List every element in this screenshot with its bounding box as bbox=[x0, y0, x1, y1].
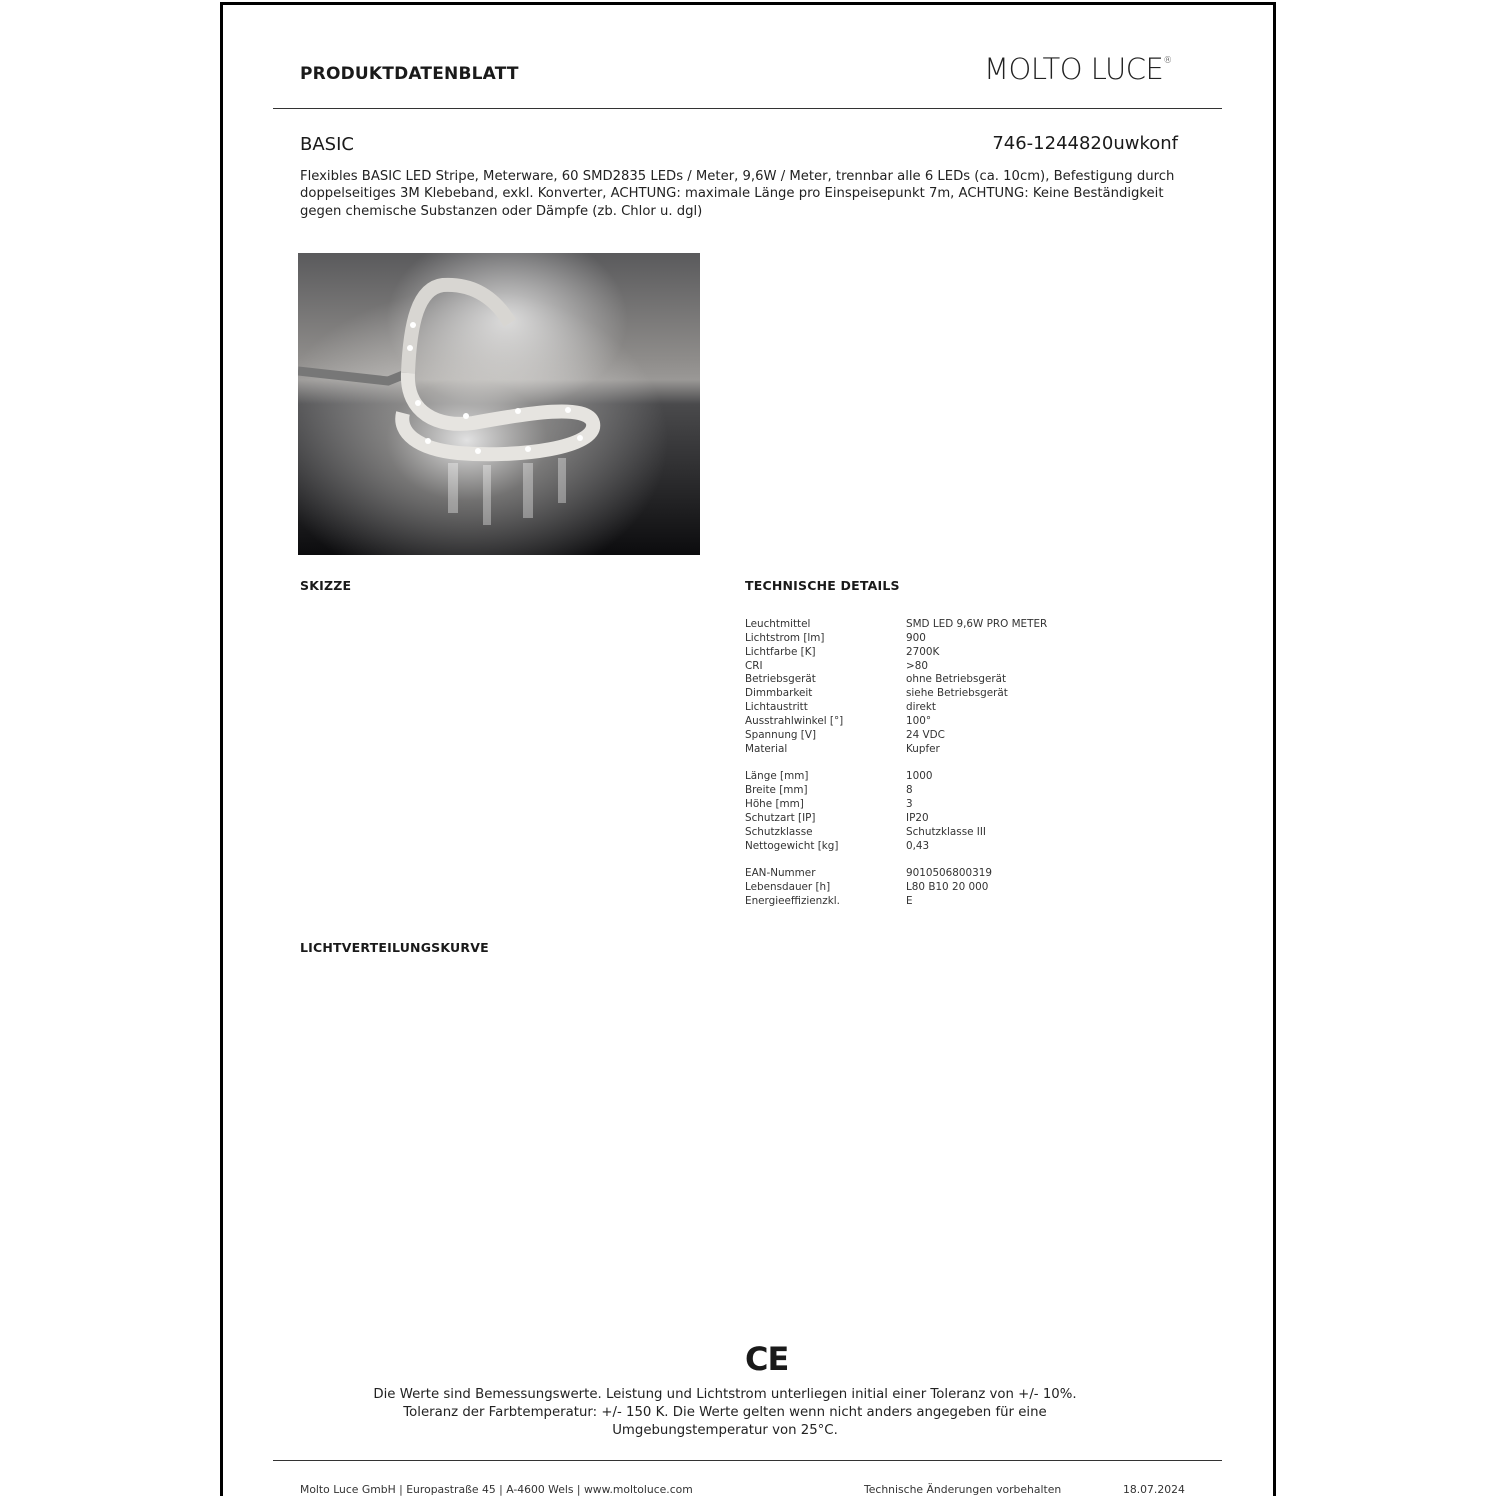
spec-value: IP20 bbox=[906, 811, 929, 824]
product-description: Flexibles BASIC LED Stripe, Meterware, 60 SMD2835 LEDs / Meter, 9,6W / Meter, trennbar alle 6 LEDs (ca. 10cm), Befestigung durch doppelseitiges 3M Klebeband, exkl. Konverter, ACHTUNG: maximale Länge pro Einspeisepunkt 7m, ACHTUNG: Keine Beständigkeit gegen chemische Substanzen oder Dämpfe (zb. Chlor u. dgl) bbox=[300, 169, 1175, 219]
spec-label: Leuchtmittel bbox=[745, 618, 811, 630]
section-light-distribution-heading: LICHTVERTEILUNGSKURVE bbox=[300, 940, 489, 955]
spec-value: ohne Betriebsgerät bbox=[906, 673, 1007, 686]
spec-value: 8 bbox=[906, 784, 913, 797]
section-sketch-heading: SKIZZE bbox=[300, 578, 352, 593]
spec-row bbox=[745, 618, 1047, 632]
footer-divider bbox=[273, 1460, 1222, 1461]
spec-value: 100° bbox=[906, 714, 932, 727]
spec-label: Ausstrahlwinkel [°] bbox=[745, 714, 844, 727]
product-photo bbox=[298, 253, 700, 555]
registered-mark: ® bbox=[1163, 56, 1172, 66]
spec-value: 2700K bbox=[906, 645, 940, 658]
product-code: 746-1244820uwkonf bbox=[992, 133, 1178, 154]
spec-row bbox=[745, 660, 1047, 674]
spec-row bbox=[745, 673, 1047, 687]
spec-spacer bbox=[745, 756, 1047, 770]
spec-value: 0,43 bbox=[906, 839, 930, 852]
spec-label: Lichtaustritt bbox=[745, 701, 808, 714]
spec-value: SMD LED 9,6W PRO METER bbox=[906, 618, 1048, 630]
spec-value: 900 bbox=[906, 631, 926, 644]
spec-value: direkt bbox=[906, 701, 937, 714]
spec-value: 3 bbox=[906, 797, 913, 810]
spec-row bbox=[745, 646, 1047, 660]
spec-label: Dimmbarkeit bbox=[745, 687, 813, 700]
spec-value: siehe Betriebsgerät bbox=[906, 687, 1008, 700]
spec-label: Material bbox=[745, 742, 788, 755]
spec-label: Lichtfarbe [K] bbox=[745, 645, 816, 658]
spec-label: Lichtstrom [lm] bbox=[745, 631, 825, 644]
spec-spacer bbox=[745, 853, 1047, 867]
spec-row bbox=[745, 687, 1047, 701]
spec-label: Lebensdauer [h] bbox=[745, 881, 831, 894]
spec-label: Länge [mm] bbox=[745, 770, 809, 783]
section-technical-heading: TECHNISCHE DETAILS bbox=[745, 578, 900, 593]
footer-disclaimer: Technische Änderungen vorbehalten bbox=[864, 1483, 1062, 1496]
header-divider bbox=[273, 108, 1222, 109]
spec-row bbox=[745, 881, 1047, 895]
spec-row bbox=[745, 701, 1047, 715]
spec-label: Höhe [mm] bbox=[745, 797, 804, 810]
spec-row bbox=[745, 770, 1047, 784]
logo-text: MOLTO LUCE bbox=[984, 52, 1164, 86]
technical-details-table bbox=[745, 618, 1047, 909]
spec-label: Betriebsgerät bbox=[745, 673, 816, 686]
spec-value: Kupfer bbox=[906, 742, 940, 755]
notice-line: Umgebungstemperatur von 25°C. bbox=[612, 1423, 838, 1439]
spec-value: Schutzklasse III bbox=[906, 825, 986, 838]
product-name: BASIC bbox=[300, 134, 354, 155]
spec-value: 9010506800319 bbox=[906, 867, 992, 880]
spec-label: Energieeffizienzkl. bbox=[745, 894, 840, 907]
spec-row bbox=[745, 715, 1047, 729]
notice-line: Die Werte sind Bemessungswerte. Leistung und Lichtstrom unterliegen initial einer Toleranz von +/- 10%. bbox=[373, 1387, 1077, 1402]
spec-row bbox=[745, 840, 1047, 854]
spec-row bbox=[745, 729, 1047, 743]
spec-label: Schutzklasse bbox=[745, 825, 813, 838]
spec-value: 1000 bbox=[906, 770, 933, 783]
ce-mark: CE bbox=[745, 1340, 789, 1378]
spec-label: Spannung [V] bbox=[745, 728, 817, 741]
spec-label: Schutzart [IP] bbox=[745, 811, 816, 824]
spec-value: >80 bbox=[906, 659, 928, 672]
spec-value: L80 B10 20 000 bbox=[906, 881, 989, 894]
led-strip-image bbox=[298, 253, 700, 555]
notice-line: Toleranz der Farbtemperatur: +/- 150 K. Die Werte gelten wenn nicht anders angegeben für eine bbox=[403, 1405, 1047, 1421]
footer-date: 18.07.2024 bbox=[1123, 1483, 1185, 1496]
spec-row bbox=[745, 632, 1047, 646]
tolerance-notice bbox=[300, 1386, 1150, 1441]
spec-label: CRI bbox=[745, 659, 763, 672]
spec-row bbox=[745, 784, 1047, 798]
spec-row bbox=[745, 798, 1047, 812]
spec-label: Breite [mm] bbox=[745, 784, 808, 797]
spec-row bbox=[745, 812, 1047, 826]
spec-row bbox=[745, 826, 1047, 840]
spec-label: Nettogewicht [kg] bbox=[745, 839, 839, 852]
spec-row bbox=[745, 895, 1047, 909]
spec-row bbox=[745, 867, 1047, 881]
spec-value: 24 VDC bbox=[906, 728, 945, 741]
footer-company: Molto Luce GmbH | Europastraße 45 | A-4600 Wels | www.moltoluce.com bbox=[300, 1483, 693, 1496]
document-title: PRODUKTDATENBLATT bbox=[300, 64, 519, 84]
spec-value: E bbox=[906, 894, 913, 907]
brand-logo bbox=[984, 52, 1172, 86]
spec-label: EAN-Nummer bbox=[745, 867, 816, 880]
spec-row bbox=[745, 743, 1047, 757]
